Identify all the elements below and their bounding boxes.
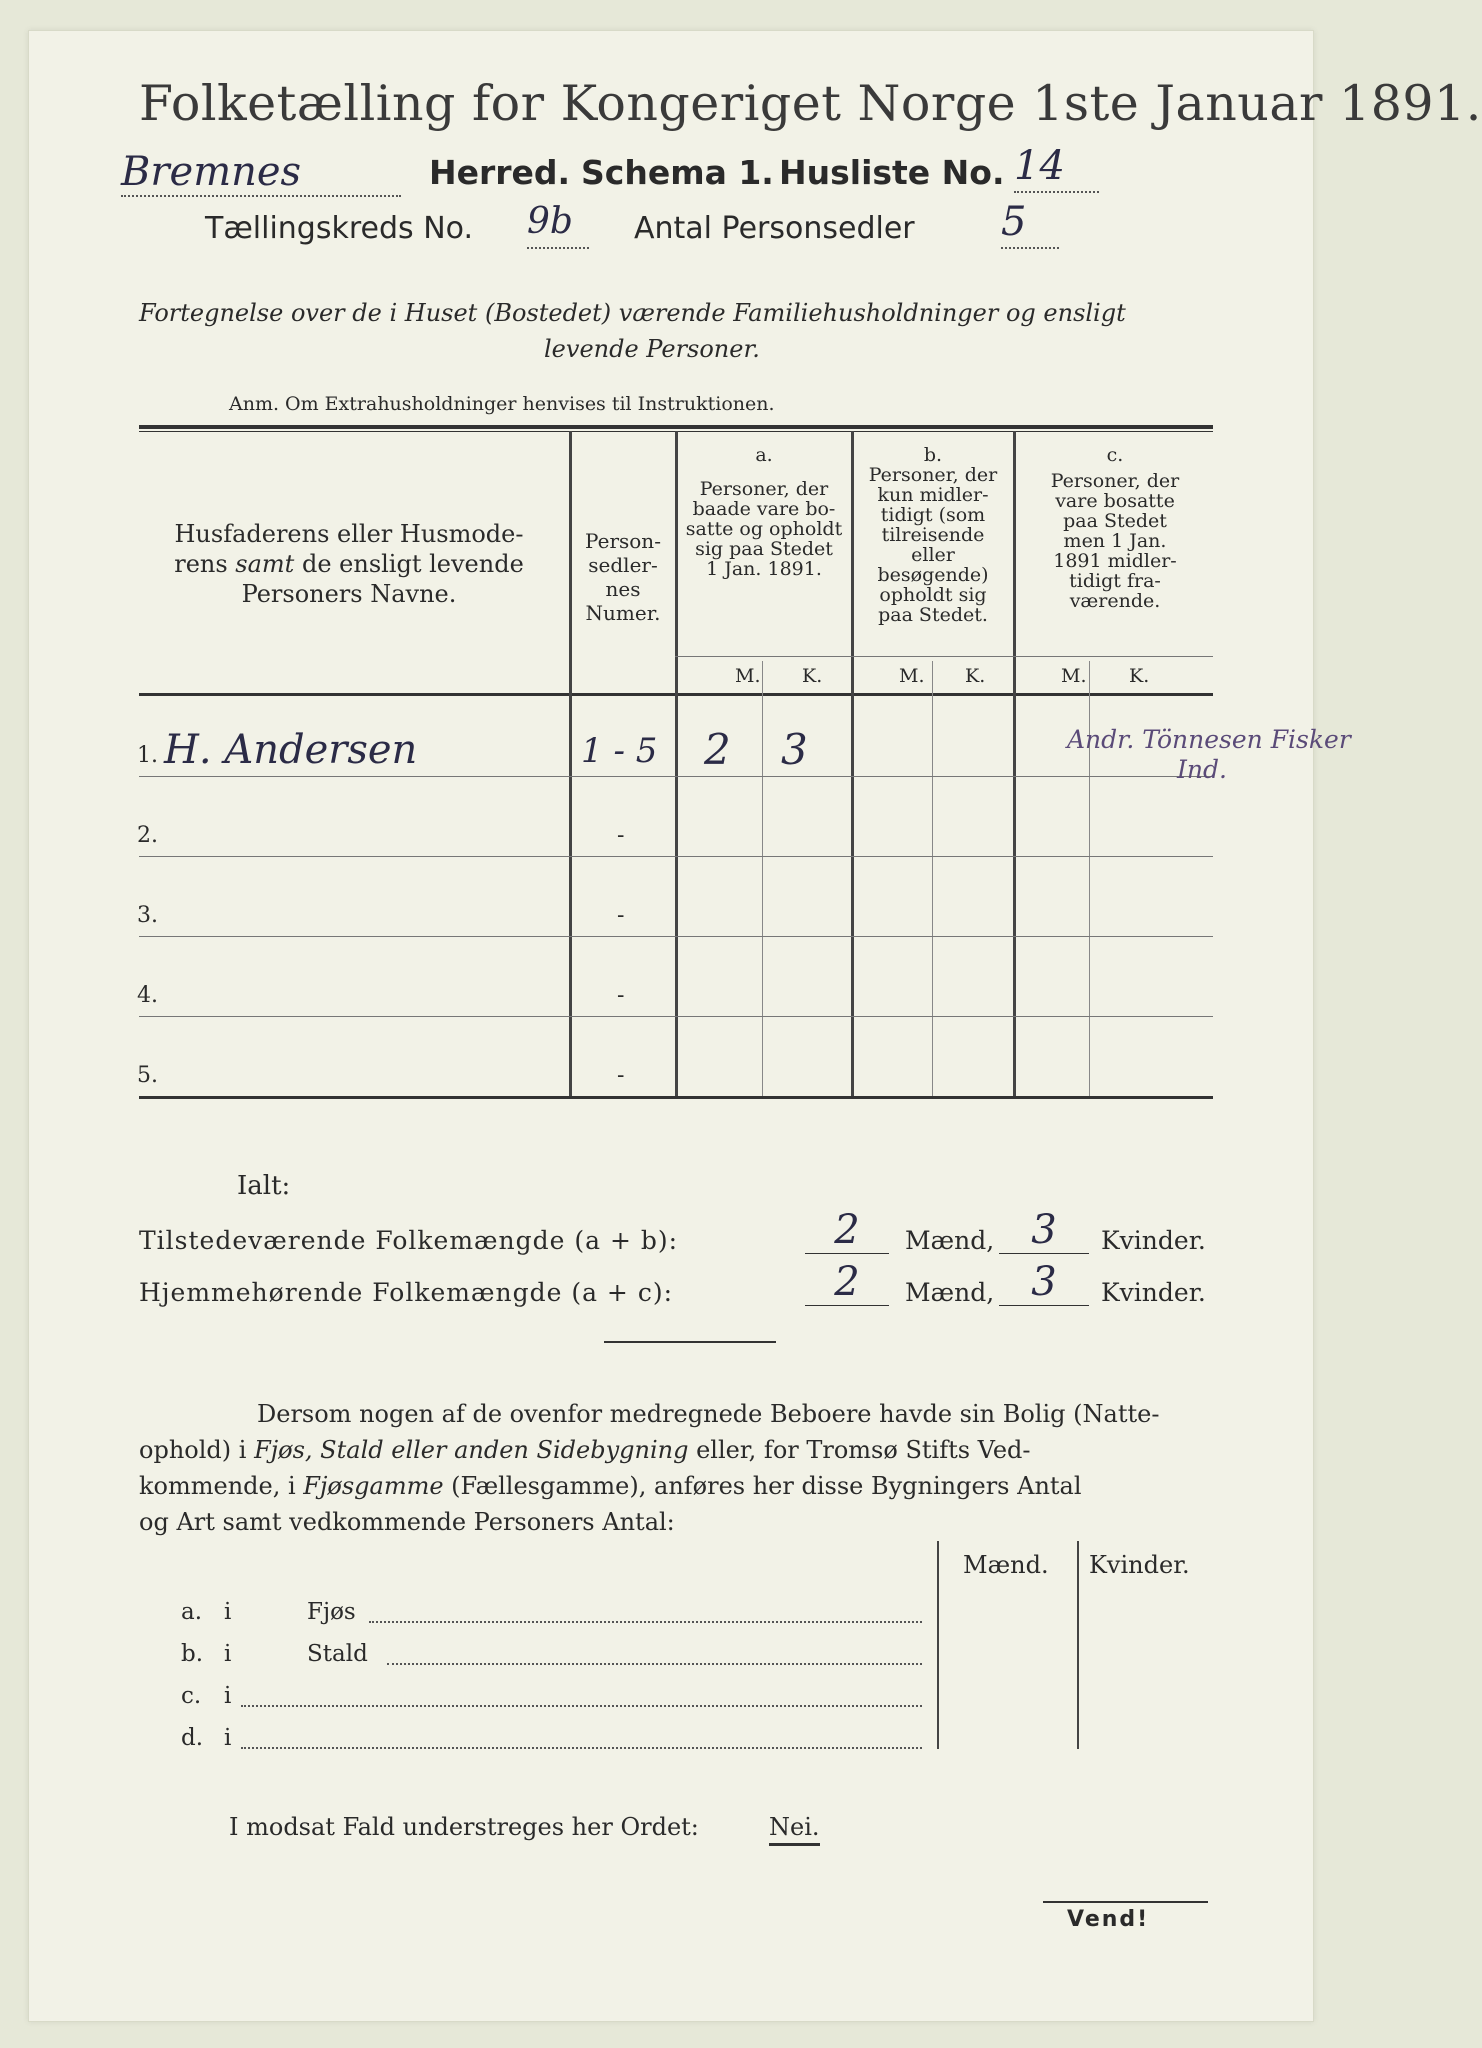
tilstede-label: Tilstedeværende Folkemængde (a + b): (139, 1226, 679, 1255)
col-num-l2: sedler- (588, 553, 658, 577)
herred-value: Bremnes (121, 149, 401, 197)
row-2-number: 2. (137, 823, 158, 848)
row-2-personsedler: - (617, 823, 625, 848)
row-5-personsedler: - (617, 1063, 625, 1088)
col-a-l5: 1 Jan. 1891. (706, 558, 822, 580)
row-rule-4 (139, 1016, 1213, 1017)
col-a-k-label: K. (802, 665, 823, 687)
col-sep-3 (851, 431, 854, 1096)
kreds-value: 9b (527, 201, 589, 249)
col-sep-4 (1013, 431, 1016, 1096)
bolig-l3a: kommende, i (139, 1472, 304, 1500)
col-a-l4: sig paa Stedet (695, 538, 833, 560)
col-c-k-label: K. (1129, 665, 1150, 687)
bolig-col-sep-1 (937, 1541, 939, 1749)
table-bottom-rule (139, 1096, 1213, 1099)
col-b-l7: opholdt sig (879, 584, 987, 606)
row-1-name: H. Andersen (164, 727, 418, 773)
col-b-l8: paa Stedet. (878, 604, 988, 626)
col-c-l1: Personer, der (1050, 470, 1180, 492)
tilstede-maend-label: Mænd, (905, 1226, 995, 1255)
herred-label: Herred. (429, 153, 571, 192)
col-name-l2c: de ensligt levende (294, 550, 524, 578)
bolig-item-a-label: Fjøs (307, 1599, 356, 1625)
row-1-a-k: 3 (781, 725, 808, 774)
col-b-l1: Personer, der (868, 464, 998, 486)
schema-label: Schema 1. (581, 153, 774, 192)
col-c-l4: men 1 Jan. (1063, 530, 1167, 552)
col-sep-2 (675, 431, 678, 1096)
col-name-l2a: rens (174, 550, 236, 578)
col-b-l4: tilreisende (881, 524, 985, 546)
form-title: Folketælling for Kongeriget Norge 1ste Januar 1891. (139, 75, 1482, 132)
nei-word: Nei. (769, 1813, 820, 1846)
col-a-l1: Personer, der (699, 478, 829, 500)
row-rule-1 (139, 776, 1213, 777)
col-c-l2: vare bosatte (1055, 490, 1175, 512)
hjemme-maend-label: Mænd, (905, 1278, 995, 1307)
row-1-number: 1. (137, 743, 158, 768)
bolig-line-3 (139, 1468, 1213, 1504)
bolig-line-4: og Art samt vedkommende Personers Antal: (139, 1508, 675, 1536)
row-1-a-m: 2 (704, 725, 731, 774)
col-num-header (573, 529, 673, 625)
col-c-letter: c. (1106, 444, 1124, 466)
tilstede-kvinder-value: 3 (999, 1207, 1089, 1254)
tilstede-maend-value: 2 (805, 1207, 889, 1254)
row-1-personsedler: 1 - 5 (581, 731, 658, 771)
col-b-header (855, 445, 1011, 625)
col-name-line-1: Husfaderens eller Husmode- (174, 520, 524, 548)
col-name-line-2 (139, 549, 559, 579)
table-top-rule (139, 425, 1213, 429)
mk-top-rule (675, 656, 1213, 657)
bolig-item-c-i: i (224, 1683, 232, 1709)
col-b-m-label: M. (899, 665, 925, 687)
col-a-header (679, 445, 849, 579)
bolig-item-b-i: i (224, 1641, 232, 1667)
anm-note: Anm. Om Extrahusholdninger henvises til Instruktionen. (229, 393, 775, 415)
antal-value: 5 (1001, 199, 1059, 249)
col-a-m-label: M. (735, 665, 761, 687)
col-name-header (139, 519, 559, 609)
bolig-item-d-letter: d. (181, 1725, 204, 1751)
row-1-c-note-2: Ind. (1177, 755, 1227, 784)
col-c-l5: 1891 midler- (1053, 550, 1177, 572)
col-b-l2: kun midler- (877, 484, 989, 506)
bolig-l2a: ophold) i (139, 1436, 255, 1464)
bolig-item-a-i: i (224, 1599, 232, 1625)
row-rule-2 (139, 856, 1213, 857)
antal-label: Antal Personsedler (634, 211, 915, 246)
bolig-item-b-label: Stald (307, 1641, 368, 1667)
husliste-label: Husliste No. (779, 153, 1005, 192)
col-b-l3: tidigt (som (880, 504, 986, 526)
col-a-letter: a. (755, 444, 773, 466)
col-sep-1 (569, 431, 572, 1096)
bolig-item-d-i: i (224, 1725, 232, 1751)
intro-line-2: levende Personer. (544, 335, 760, 363)
bolig-paragraph (139, 1396, 1213, 1540)
bolig-col-sep-2 (1077, 1541, 1079, 1749)
bolig-l2b: Fjøs, Stald eller anden Sidebygning (254, 1436, 689, 1464)
ialt-label: Ialt: (237, 1171, 291, 1201)
col-num-l1: Person- (585, 529, 661, 553)
bolig-kvinder-header: Kvinder. (1089, 1551, 1190, 1579)
tilstede-kvinder-label: Kvinder. (1101, 1226, 1206, 1255)
bolig-item-a-letter: a. (181, 1599, 203, 1625)
col-c-l3: paa Stedet (1063, 510, 1167, 532)
bolig-item-c-leader (241, 1705, 922, 1707)
bolig-item-b-letter: b. (181, 1641, 204, 1667)
col-name-l2b: samt (235, 550, 295, 578)
col-c-header (1017, 445, 1213, 611)
row-4-number: 4. (137, 983, 158, 1008)
bolig-line-1: Dersom nogen af de ovenfor medregnede Beboere havde sin Bolig (Natte- (257, 1400, 1160, 1428)
col-b-l5: eller (911, 544, 955, 566)
row-4-personsedler: - (617, 983, 625, 1008)
bolig-l3c: (Fællesgamme), anføres her disse Bygningers Antal (443, 1472, 1082, 1500)
col-c-l7: værende. (1069, 590, 1161, 612)
col-b-l6: besøgende) (877, 564, 989, 586)
col-b-k-label: K. (965, 665, 986, 687)
modsat-text: I modsat Fald understreges her Ordet: (229, 1813, 699, 1841)
bolig-item-a-leader (369, 1621, 922, 1623)
col-num-l3: nes (605, 577, 641, 601)
vend-text: Vend! (1067, 1907, 1150, 1932)
hjemme-kvinder-value: 3 (999, 1259, 1089, 1306)
col-c-m-label: M. (1061, 665, 1087, 687)
bolig-l2c: eller, for Tromsø Stifts Ved- (688, 1436, 1031, 1464)
row-rule-3 (139, 936, 1213, 937)
row-1-c-note: Andr. Tönnesen Fisker (1067, 725, 1351, 754)
col-b-letter: b. (923, 444, 943, 466)
row-5-number: 5. (137, 1063, 158, 1088)
section-divider (604, 1341, 776, 1343)
bolig-item-c-letter: c. (181, 1683, 202, 1709)
husliste-value: 14 (1014, 143, 1099, 193)
vend-rule (1043, 1901, 1208, 1903)
bolig-item-d-leader (241, 1747, 922, 1749)
col-sep-a-mk (762, 661, 763, 1096)
col-num-l4: Numer. (585, 601, 661, 625)
bolig-maend-header: Mænd. (963, 1551, 1049, 1579)
bolig-l3b: Fjøsgamme (303, 1472, 444, 1500)
col-c-l6: tidigt fra- (1069, 570, 1161, 592)
row-3-personsedler: - (617, 903, 625, 928)
col-name-line-3: Personers Navne. (241, 580, 457, 608)
col-a-l3: satte og opholdt (685, 518, 843, 540)
kreds-label: Tællingskreds No. (205, 211, 473, 246)
bolig-line-2 (139, 1432, 1213, 1468)
col-sep-b-mk (932, 661, 933, 1096)
hjemme-maend-value: 2 (805, 1259, 889, 1306)
hjemme-kvinder-label: Kvinder. (1101, 1278, 1206, 1307)
col-a-l2: baade vare bo- (692, 498, 836, 520)
hjemme-label: Hjemmehørende Folkemængde (a + c): (139, 1278, 673, 1307)
row-3-number: 3. (137, 903, 158, 928)
bolig-item-b-leader (387, 1663, 922, 1665)
census-form-page (28, 30, 1482, 2022)
intro-line-1: Fortegnelse over de i Huset (Bostedet) værende Familiehusholdninger og ensligt (139, 299, 1126, 327)
